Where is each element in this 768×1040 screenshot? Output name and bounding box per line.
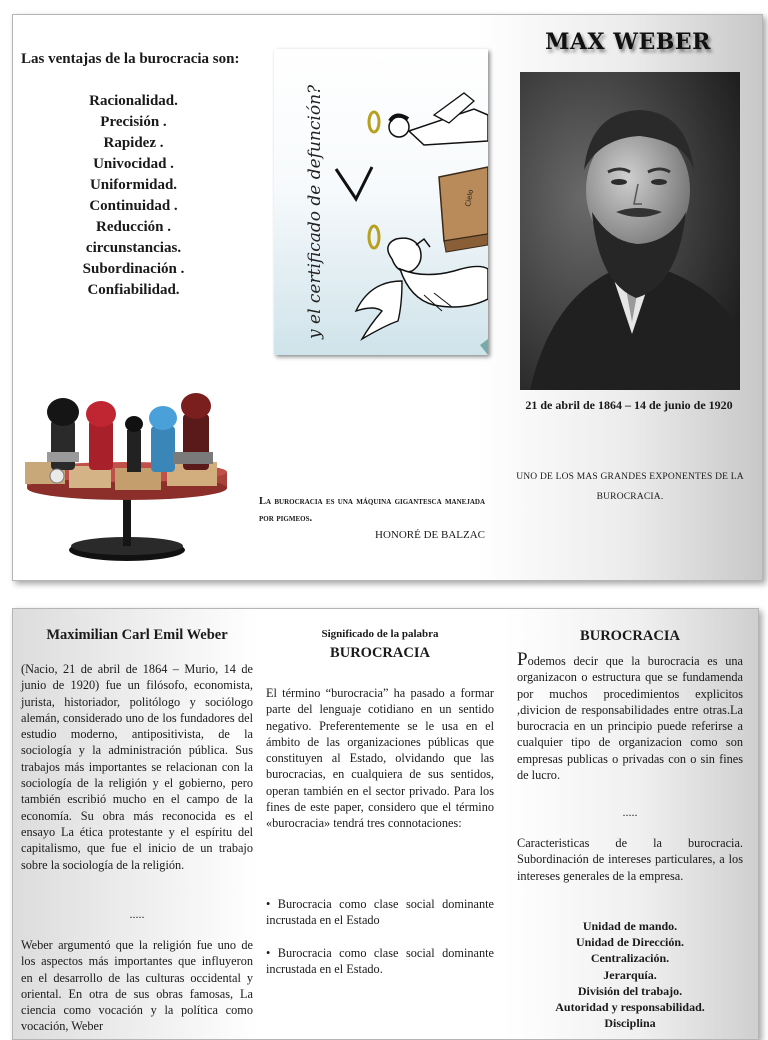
brochure-page-front (12, 14, 763, 581)
connotation-bullet: • Burocracia como clase social dominante incrustada en el Estado (266, 897, 494, 928)
connotation-bullet: • Burocracia como clase social dominante incrustada en el Estado. (266, 946, 494, 977)
rubber-stamps-image (23, 390, 233, 565)
brochure-page-back (12, 608, 759, 1040)
principle-item: Jerarquía. (603, 967, 657, 982)
ventaja-item: Reducción . (96, 219, 171, 235)
principle-item: Disciplina (604, 1016, 656, 1031)
bureaucracy-paragraph (517, 649, 743, 783)
angels-cartoon (274, 49, 488, 355)
drop-cap: P (517, 649, 528, 670)
ventaja-item: Rapidez . (103, 135, 164, 151)
ventaja-item: Continuidad . (89, 198, 178, 214)
exponent-line: BUROCRACIA. (596, 492, 664, 502)
balzac-quote: La burocracia es una máquina gigantesca manejada por pigmeos. (259, 496, 485, 524)
meaning-subtitle: Significado de la palabra (321, 628, 439, 640)
meaning-title: BUROCRACIA (330, 645, 430, 661)
cartoon-caption: y el certificado de defunción? (305, 84, 325, 339)
ventaja-item: Uniformidad. (89, 177, 178, 193)
principle-item: División del trabajo. (577, 983, 683, 998)
biography-paragraph: (Nacio, 21 de abril de 1864 – Murio, 14 de junio de 1920) fue un filósofo, economista, jurista, historiador, politólogo y sociólogo alemán, considerado uno de los fundadores del estudio moderno, antipositivista, de la sociología y la administración pública. Sus trabajos más importantes se relacionan con la sociología de la religión y el gobierno, pero también escribió mucho en el campo de la economía. Su obra más reconocida es el ensayo La ética protestante y el espíritu del capitalismo, que fue el inicio de un trabajo sobre la sociología de la religión. (21, 662, 253, 872)
ventaja-item: Confiabilidad. (87, 282, 180, 298)
max-weber-portrait (520, 72, 740, 390)
exponent-line: UNO DE LOS MAS GRANDES EXPONENTES DE LA (516, 472, 744, 482)
ventaja-item: circunstancias. (85, 240, 182, 256)
bureaucracy-paragraph-text: odemos decir que la burocracia es una organizacon o estructura que se fundamenda por muchos procedimientos explicitos ,divicion de responsabilidades entre otras.La burocracia en un principio puede referirse a cualquier tipo de organizacion como son empresas publicas o privadas con o sin fines de lucro. (517, 654, 743, 783)
ventajas-list (41, 91, 226, 301)
characteristics-paragraph: Caracteristicas de la burocracia. Subordinación de intereses particulares, a los intereses generales de la empresa. (517, 836, 743, 883)
biography-paragraph: Weber argumentó que la religión fue uno de los aspectos más importantes que influyeron en el desarrollo de las culturas occidental y oriental. En otra de sus obras famosas, La ciencia como vocación y la política como vocación, Weber (21, 938, 253, 1034)
meaning-paragraph: El término “burocracia” ha pasado a formar parte del lenguaje cotidiano en un sentido negativo. Preferentemente se le usa en el ámbito de las organizaciones públicas que constituyen al Estado, olvidando que las burocracias, en cualquiera de sus sentidos, operan también en el sector privado. Para los fines de este paper, considero que el término «burocracia» tendrá tres connotaciones: (266, 686, 494, 831)
principle-item: Centralización. (590, 951, 670, 966)
exponent-note (511, 467, 749, 507)
section-separator: ..... (129, 907, 145, 921)
max-weber-heading: MAX WEBER (545, 29, 711, 55)
ventaja-item: Racionalidad. (89, 93, 178, 109)
section-separator: ..... (622, 805, 638, 819)
ventaja-item: Subordinación . (82, 261, 185, 277)
bureaucracy-title: BUROCRACIA (580, 628, 680, 644)
principles-list (517, 918, 743, 1031)
principle-item: Unidad de Dirección. (575, 935, 685, 950)
ventaja-item: Univocidad . (93, 156, 174, 172)
quote-author: HONORÉ DE BALZAC (375, 529, 485, 541)
biography-title: Maximilian Carl Emil Weber (46, 627, 228, 643)
weber-lifespan-dates: 21 de abril de 1864 – 14 de junio de 1920 (525, 398, 733, 412)
principle-item: Unidad de mando. (582, 919, 678, 933)
ventaja-item: Precisión . (100, 114, 167, 130)
cartoon-book-label: Cielo (464, 188, 475, 208)
ventajas-heading: Las ventajas de la burocracia son: (21, 51, 240, 67)
principle-item: Autoridad y responsabilidad. (555, 1000, 705, 1015)
